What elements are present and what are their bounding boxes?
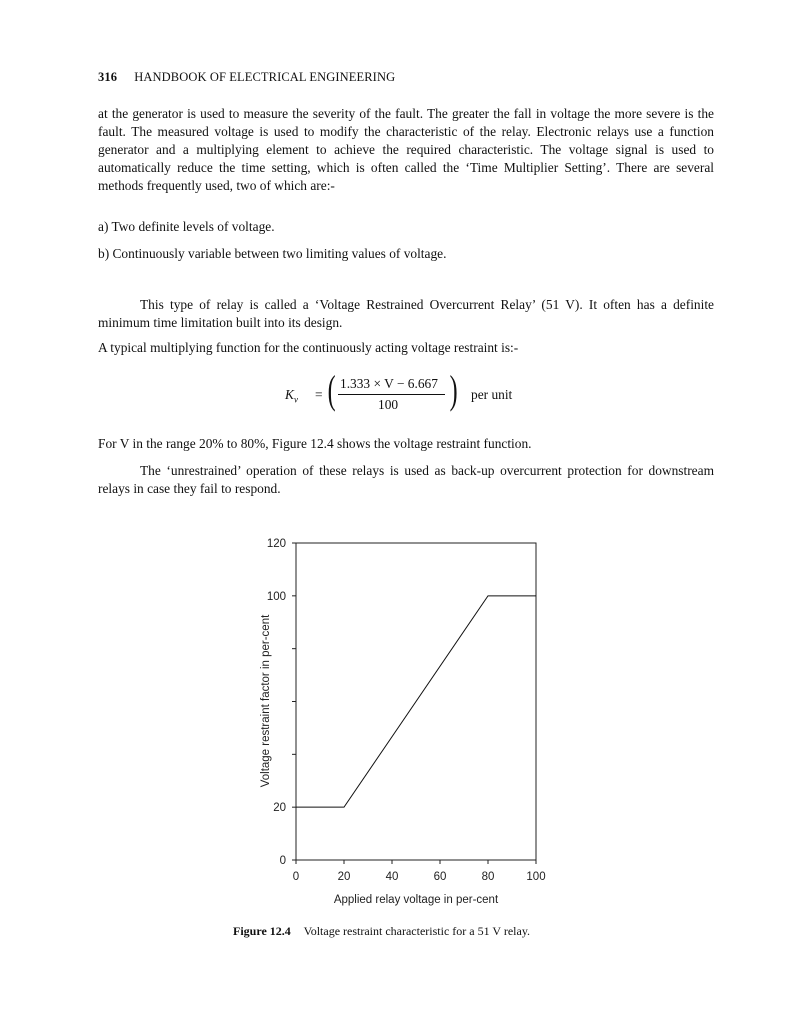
y-axis-label: Voltage restraint factor in per-cent [260, 614, 272, 788]
y-tick-label: 20 [273, 802, 286, 815]
figure-caption [233, 924, 530, 939]
paragraph-5: The ‘unrestrained’ operation of these relays is used as back-up overcurrent protection for downstream relays in case they fail to respond. [98, 463, 714, 496]
equation-numerator: 1.333 × V − 6.667 [340, 376, 438, 391]
x-axis-label: Applied relay voltage in per-cent [333, 894, 499, 906]
x-tick-label: 0 [292, 871, 300, 883]
running-header [98, 70, 395, 85]
list-item-b: b) Continuously variable between two limiting values of voltage. [98, 246, 447, 261]
figure-label: Figure 12.4 [233, 924, 291, 938]
right-paren: ) [449, 367, 458, 412]
x-tick-label: 60 [433, 871, 447, 883]
running-title: HANDBOOK OF ELECTRICAL ENGINEERING [134, 70, 396, 84]
left-paren: ( [327, 367, 336, 412]
x-tick-label: 40 [385, 871, 399, 883]
equation-symbol: K [285, 387, 294, 402]
paragraph-1: at the generator is used to measure the severity of the fault. The greater the fall in voltage the more severe is the fault. The measured voltage is used to modify the characteristic of the relay. Electronic relays use a function generator and a multiplying element to achieve the required characteristic. The voltage signal is used to automatically reduce the time setting, which is often called the ‘Time Multiplier Setting’. There are several methods frequently used, two of which are:- [98, 106, 714, 193]
y-tick-label: 100 [266, 590, 286, 603]
figure-caption-text: Voltage restraint characteristic for a 51 V relay. [303, 924, 531, 938]
equation-unit: per unit [471, 387, 513, 402]
fraction-bar [338, 394, 445, 395]
y-tick-label: 120 [266, 538, 286, 550]
equation-denominator: 100 [378, 397, 399, 412]
x-tick-label: 100 [526, 871, 546, 883]
paragraph-2: This type of relay is called a ‘Voltage Restrained Overcurrent Relay’ (51 V). It often has a definite minimum time limitation built into its design. [98, 297, 714, 330]
x-tick-label: 80 [481, 871, 495, 883]
page-number: 316 [98, 70, 118, 84]
equation-equals: = [315, 387, 323, 402]
x-tick-label: 20 [337, 871, 351, 883]
equation-subscript: v [293, 394, 298, 405]
series-line [296, 596, 536, 807]
paragraph-4: For V in the range 20% to 80%, Figure 12.4 shows the voltage restraint function. [98, 436, 532, 451]
x-tick-labels [293, 871, 546, 883]
equation [285, 367, 545, 414]
voltage-restraint-chart [250, 528, 570, 913]
equation-lhs [285, 387, 298, 405]
y-tick-label: 0 [279, 855, 286, 867]
tick-marks [292, 543, 536, 864]
list-item-a: a) Two definite levels of voltage. [98, 219, 275, 234]
paragraph-3: A typical multiplying function for the continuously acting voltage restraint is:- [98, 340, 519, 355]
